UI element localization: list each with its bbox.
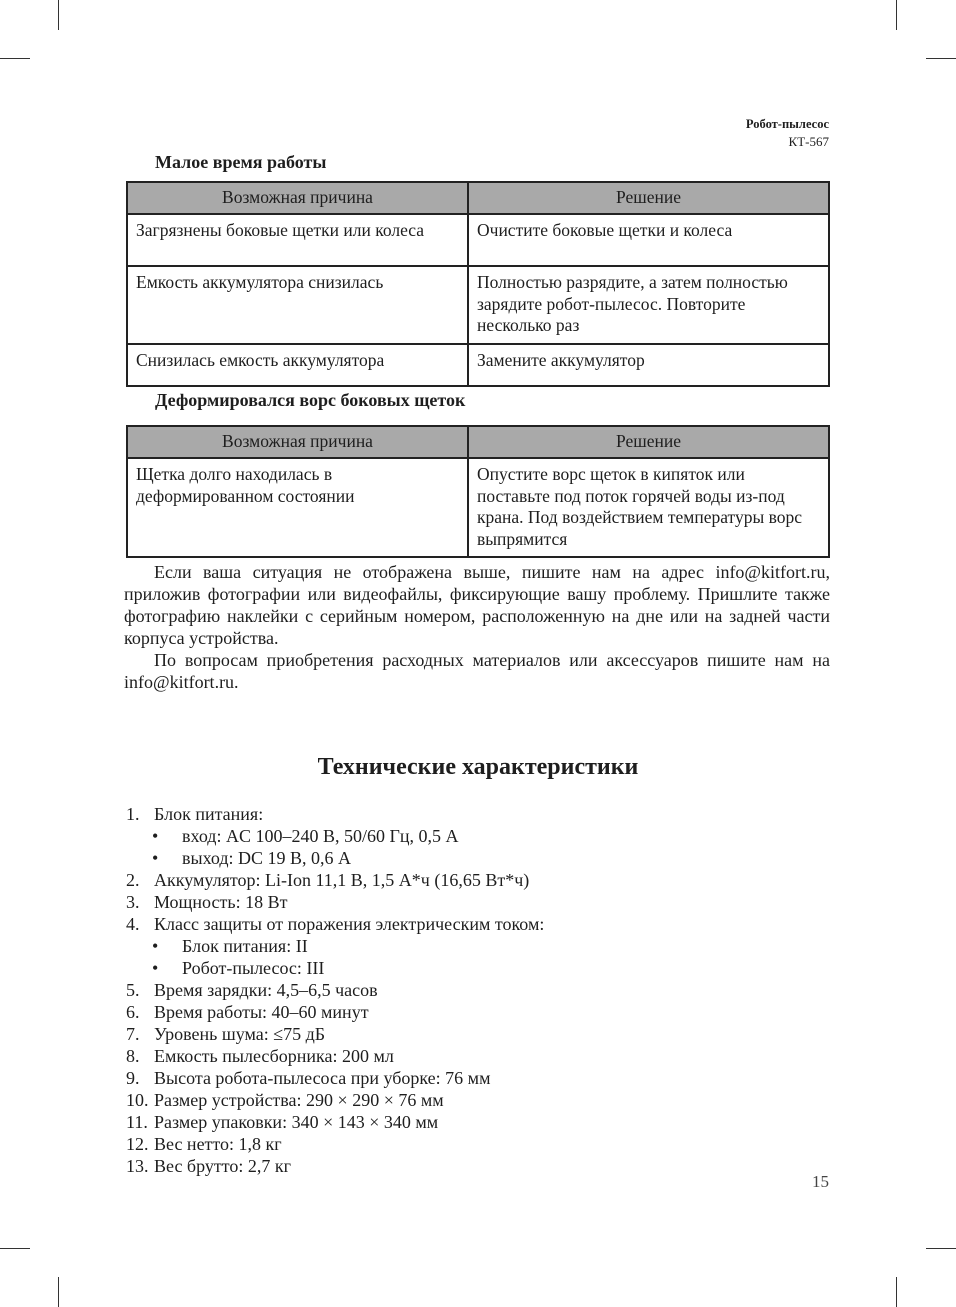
cause-cell: Снизилась емкость аккумулятора — [127, 344, 468, 386]
table-row — [127, 266, 829, 344]
troubleshooting-table-bristles — [126, 425, 830, 558]
spec-number: 5. — [126, 980, 140, 1000]
troubleshooting-table-runtime — [126, 181, 830, 387]
spec-number: 13. — [126, 1156, 149, 1176]
spec-text: Уровень шума: ≤75 дБ — [154, 1024, 326, 1044]
bullet-icon: • — [152, 936, 159, 956]
crop-mark — [58, 1277, 59, 1307]
spec-sub-text: выход: DC 19 В, 0,6 А — [182, 848, 352, 868]
crop-mark — [926, 58, 956, 59]
tech-specs-title: Технические характеристики — [317, 754, 639, 780]
spec-number: 4. — [126, 914, 140, 934]
spec-number: 3. — [126, 892, 140, 912]
crop-mark — [896, 1277, 897, 1307]
header-model-name: Робот-пылесос — [745, 117, 829, 131]
solution-cell: Опустите ворс щеток в кипяток или поставьте под поток горячей воды из-под крана. Под воздействием температуры ворс выпрямится — [468, 458, 829, 557]
bullet-icon: • — [152, 826, 159, 846]
cause-cell: Щетка долго находилась в деформированном состоянии — [127, 458, 468, 557]
spec-number: 7. — [126, 1024, 140, 1044]
cause-cell: Загрязнены боковые щетки или колеса — [127, 214, 468, 266]
spec-text: Время зарядки: 4,5–6,5 часов — [154, 980, 378, 1000]
crop-mark — [0, 58, 30, 59]
solution-cell: Замените аккумулятор — [468, 344, 829, 386]
spec-number: 12. — [126, 1134, 149, 1154]
spec-text: Размер упаковки: 340 × 143 × 340 мм — [154, 1112, 439, 1132]
solution-cell: Очистите боковые щетки и колеса — [468, 214, 829, 266]
spec-text: Аккумулятор: Li-Ion 11,1 В, 1,5 А*ч (16,65 Вт*ч) — [154, 870, 530, 890]
spec-text: Время работы: 40–60 минут — [154, 1002, 369, 1022]
section-title-short-runtime: Малое время работы — [155, 152, 327, 172]
spec-text: Класс защиты от поражения электрическим током: — [154, 914, 545, 934]
spec-number: 1. — [126, 804, 140, 824]
spec-text: Вес брутто: 2,7 кг — [154, 1156, 291, 1176]
solution-cell: Полностью разрядите, а затем полностью зарядите робот-пылесос. Повторите несколько раз — [468, 266, 829, 344]
cause-cell: Емкость аккумулятора снизилась — [127, 266, 468, 344]
spec-text: Мощность: 18 Вт — [154, 892, 288, 912]
contact-paragraph: Если ваша ситуация не отображена выше, пишите нам на адрес info@kitfort.ru, приложив фотографии или видеофайлы, фиксирующие вашу проблему. Пришлите также фотографию наклейки с серийным номером, расположенную на дне или на задней части корпуса устройства. — [124, 562, 830, 648]
spec-number: 9. — [126, 1068, 140, 1088]
crop-mark — [926, 1248, 956, 1249]
page-number: 15 — [812, 1172, 829, 1191]
column-header-cause: Возможная причина — [127, 426, 468, 458]
spec-number: 2. — [126, 870, 140, 890]
column-header-solution: Решение — [468, 182, 829, 214]
spec-text: Высота робота-пылесоса при уборке: 76 мм — [154, 1068, 491, 1088]
crop-mark — [896, 0, 897, 30]
running-header — [746, 116, 829, 150]
spec-number: 11. — [126, 1112, 148, 1132]
section-title-deformed-bristles: Деформировался ворс боковых щеток — [155, 390, 466, 410]
spec-text: Вес нетто: 1,8 кг — [154, 1134, 282, 1154]
accessories-paragraph: По вопросам приобретения расходных материалов или аксессуаров пишите нам на info@kitfort.ru. — [124, 650, 830, 692]
spec-number: 10. — [126, 1090, 149, 1110]
spec-number: 6. — [126, 1002, 140, 1022]
bullet-icon: • — [152, 958, 159, 978]
spec-text: Блок питания: — [154, 804, 264, 824]
crop-mark — [0, 1248, 30, 1249]
table-row — [127, 344, 829, 386]
spec-sub-text: вход: AC 100–240 В, 50/60 Гц, 0,5 А — [182, 826, 459, 846]
crop-mark — [58, 0, 59, 30]
spec-sub-text: Блок питания: II — [182, 936, 308, 956]
column-header-cause: Возможная причина — [127, 182, 468, 214]
spec-number: 8. — [126, 1046, 140, 1066]
spec-sub-text: Робот-пылесос: III — [182, 958, 325, 978]
header-model-code: КТ-567 — [788, 134, 829, 149]
bullet-icon: • — [152, 848, 159, 868]
table-row — [127, 214, 829, 266]
table-row — [127, 458, 829, 557]
spec-text: Емкость пылесборника: 200 мл — [154, 1046, 394, 1066]
column-header-solution: Решение — [468, 426, 829, 458]
spec-text: Размер устройства: 290 × 290 × 76 мм — [154, 1090, 444, 1110]
